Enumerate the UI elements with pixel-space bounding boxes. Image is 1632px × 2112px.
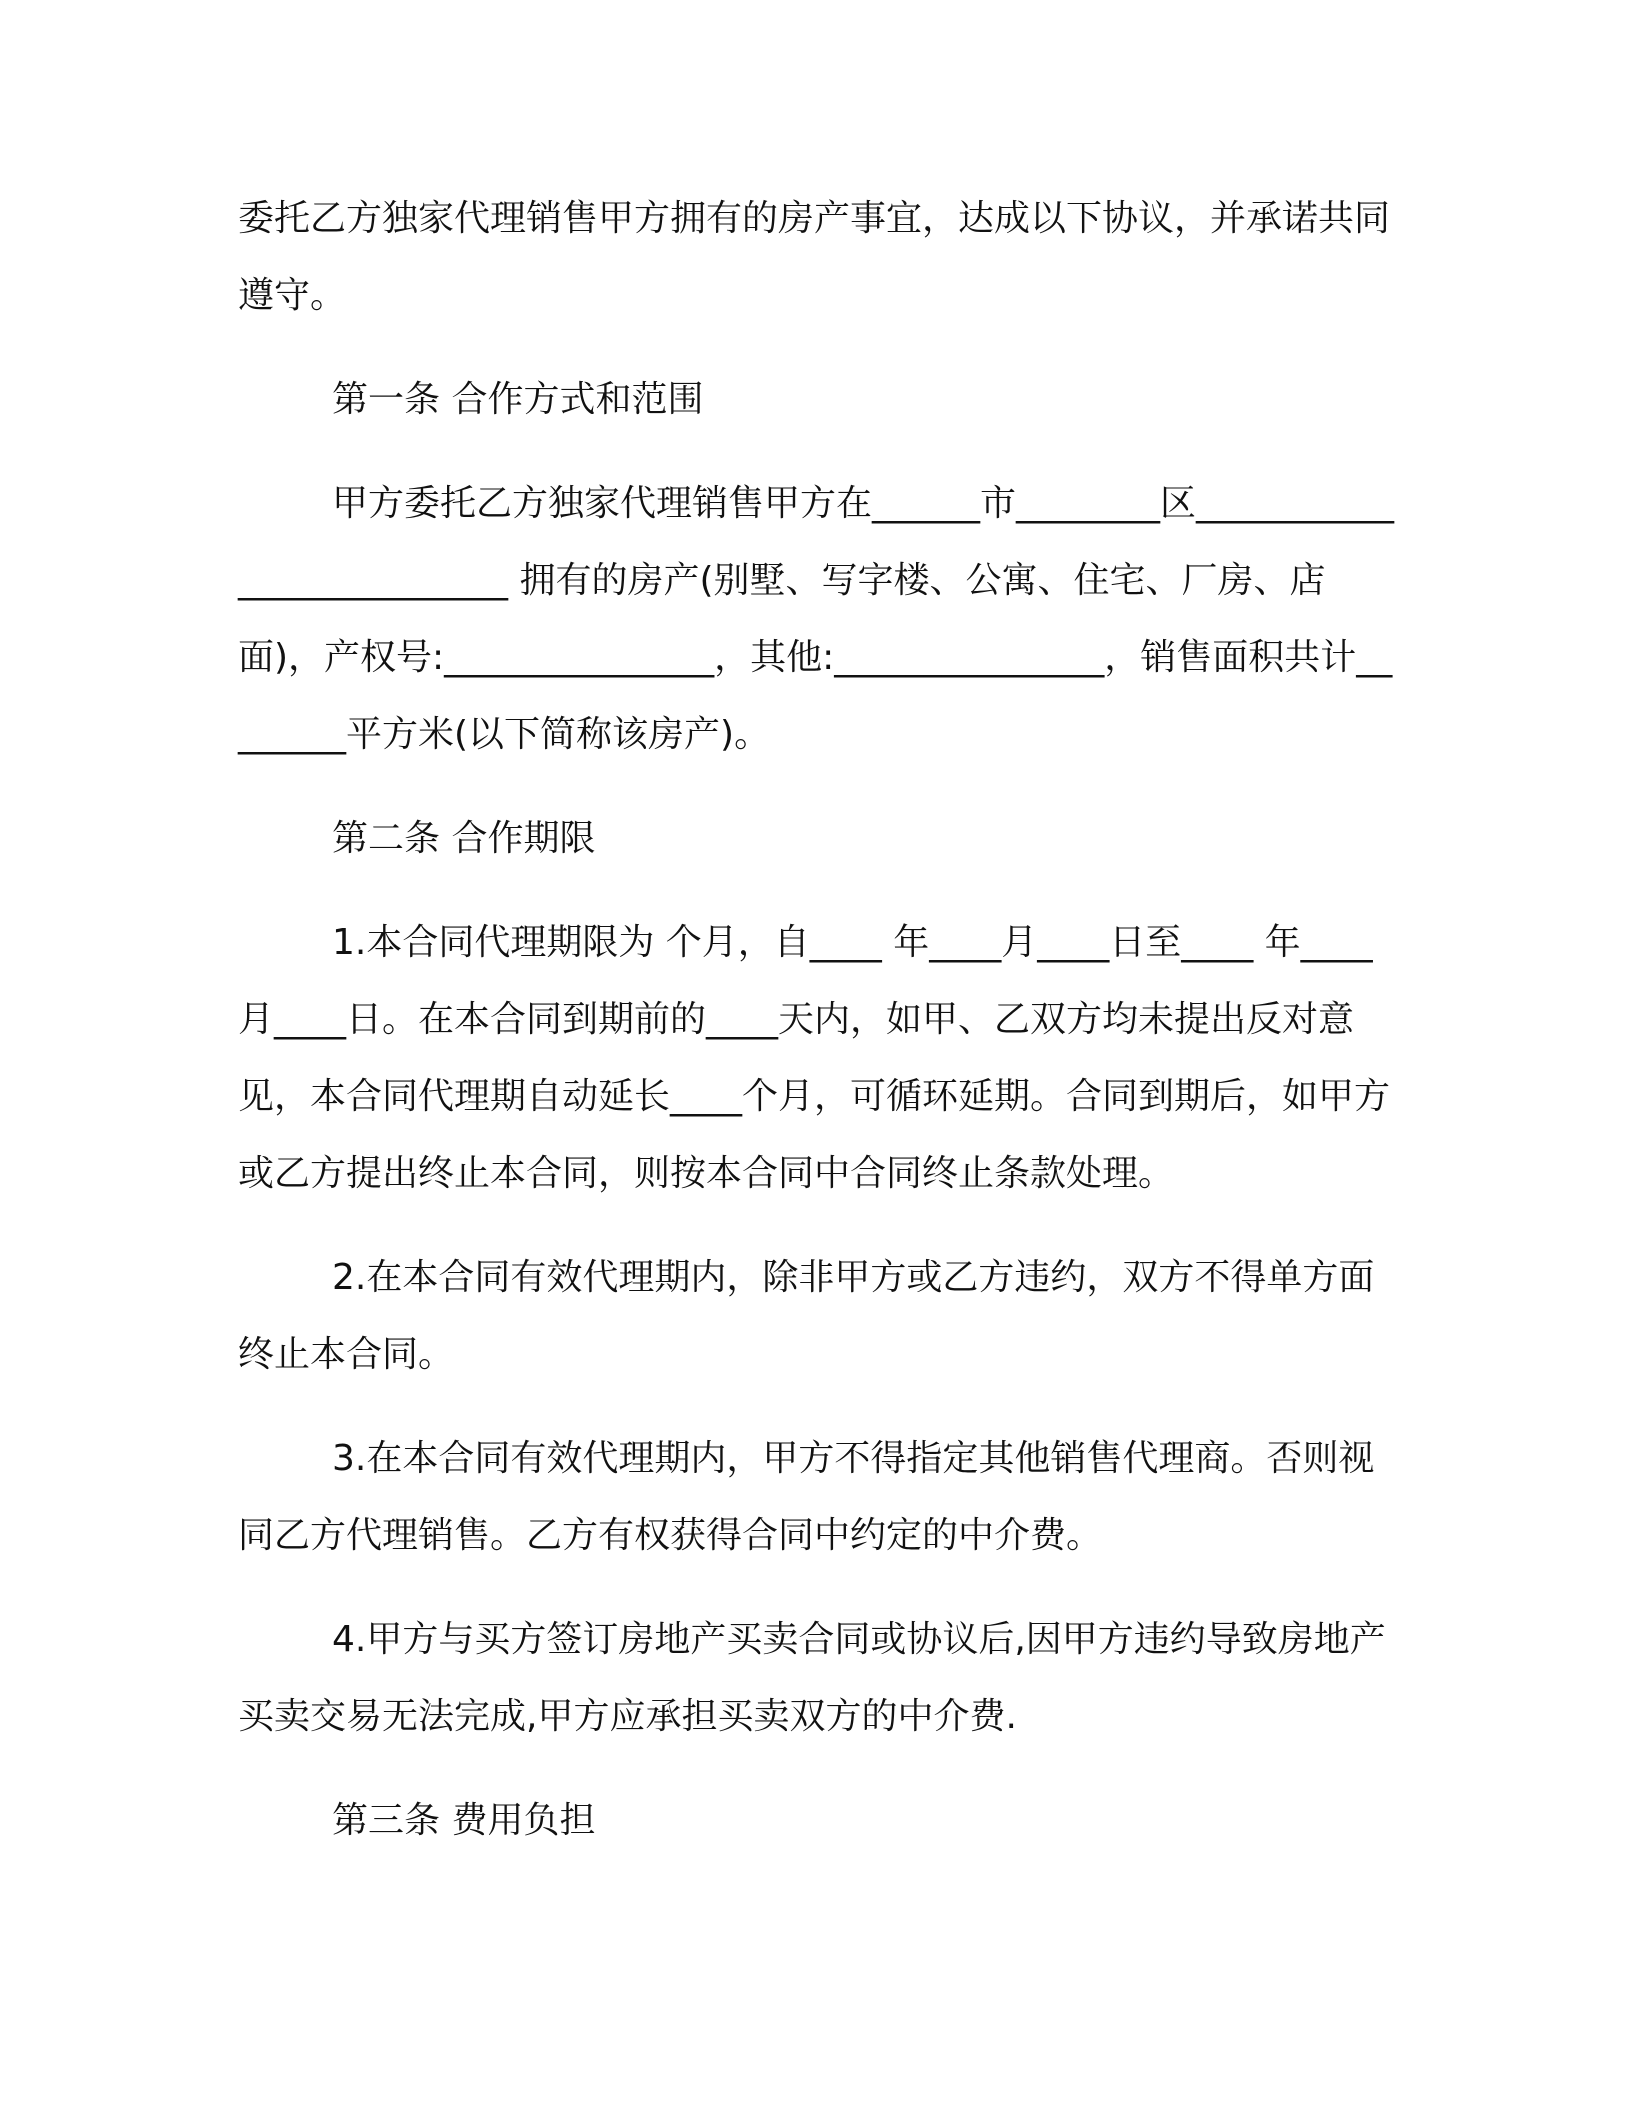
- article-2-heading: 第二条 合作期限: [332, 818, 596, 859]
- article-2-clause-4: 4.甲方与买方签订房地产买卖合同或协议后,因甲方违约导致房地产买卖交易无法完成,甲方应承担买卖双方的中介费.: [238, 1619, 1386, 1737]
- article-2-clause-1: 1.本合同代理期限为 个月，自____ 年____月____日至____ 年____月____日。在本合同到期前的____天内，如甲、乙双方均未提出反对意见，本合同代理期自动延长____个月，可循环延期。合同到期后，如甲方或乙方提出终止本合同，则按本合同中合同终止条款处理。: [238, 922, 1391, 1194]
- article-2-clause-2: 2.在本合同有效代理期内，除非甲方或乙方违约，双方不得单方面终止本合同。: [238, 1257, 1375, 1375]
- article-1-heading: 第一条 合作方式和范围: [332, 379, 704, 420]
- article-3-heading: 第三条 费用负担: [332, 1800, 596, 1841]
- article-2-clause-3: 3.在本合同有效代理期内，甲方不得指定其他销售代理商。否则视同乙方代理销售。乙方有权获得合同中约定的中介费。: [238, 1438, 1375, 1556]
- document-body: [238, 180, 1398, 1886]
- article-1-paragraph: 甲方委托乙方独家代理销售甲方在______市________区__________________________ 拥有的房产(别墅、写字楼、公寓、住宅、厂房、店面)，产权号:_______________，其他:_______________，销售面积共计________平方米(以下简称该房产)。: [238, 483, 1395, 755]
- intro-paragraph: 委托乙方独家代理销售甲方拥有的房产事宜，达成以下协议，并承诺共同遵守。: [238, 198, 1391, 316]
